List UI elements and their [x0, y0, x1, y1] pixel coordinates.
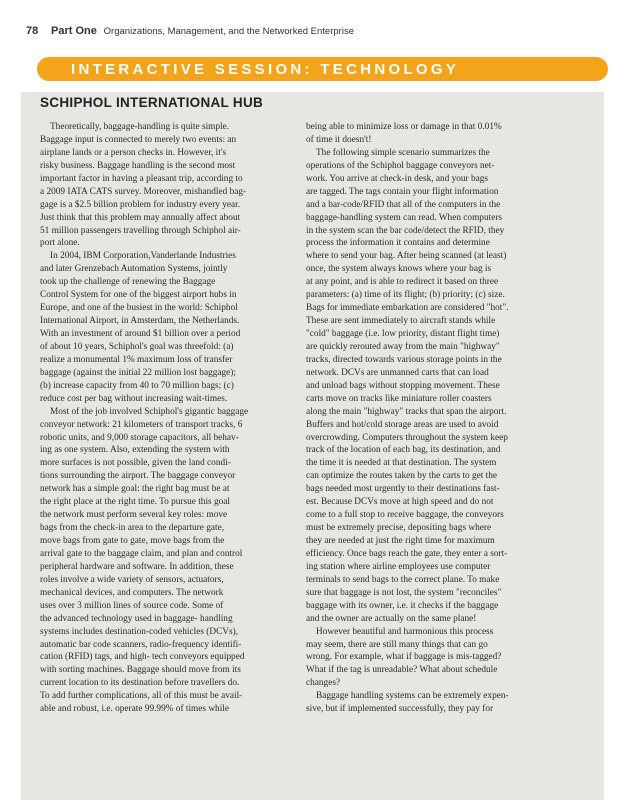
text-line: being able to minimize loss or damage in that 0.01%	[306, 122, 502, 132]
text-line: and a bar-code/RFID that all of the computers in the	[306, 199, 501, 210]
text-line: peripheral hardware and software. In addition, these	[40, 561, 234, 572]
text-line: come to a full stop to receive baggage, the conveyors	[306, 510, 504, 521]
text-line: process the information it contains and determine	[306, 238, 490, 249]
text-line: ing as one system. Also, extending the system with	[40, 445, 230, 456]
text-line: must be extremely precise, depositing bags where	[306, 523, 492, 534]
text-line: With an investment of around $1 billion over a period	[40, 329, 241, 339]
text-line: Baggage input is connected to merely two events: an	[40, 134, 237, 145]
text-line: Theoretically, baggage-handling is quite simple.	[50, 122, 230, 132]
text-line: conveyor network: 21 kilometers of transport tracks, 6	[40, 419, 243, 430]
text-line: port alone.	[40, 238, 80, 249]
text-line: important factor in having a pleasant trip, according to	[40, 173, 243, 184]
text-line: are quickly rerouted away from the main "highway"	[306, 341, 500, 352]
running-header	[26, 25, 354, 37]
text-line: reduce cost per bag without increasing wait-times.	[40, 393, 228, 404]
text-line: Just think that this problem may annually affect about	[40, 212, 241, 223]
text-line: current location to its destination before travellers do.	[40, 678, 240, 689]
text-line: baggage (against the initial 22 million lost baggage);	[40, 367, 236, 378]
text-line: more surfaces is not possible, given the land condi-	[40, 458, 231, 469]
text-line: Control System for one of the biggest airport hubs in	[40, 290, 237, 301]
text-line: Baggage handling systems can be extremely expen-	[316, 691, 509, 702]
page-number: 78	[26, 25, 39, 37]
text-line: realize a monumental 1% maximum loss of transfer	[40, 354, 233, 365]
text-line: These are sent immediately to aircraft stands while	[306, 316, 496, 327]
text-line: Bags for immediate embarkation are considered "hot".	[306, 303, 509, 314]
text-line: Buffers and hot/cold storage areas are used to avoid	[306, 419, 499, 430]
text-line: network. DCVs are unmanned carts that can load	[306, 367, 489, 378]
text-line: automatic bar code scanners, radio-frequency identifi-	[40, 639, 242, 650]
text-line: the advanced technology used in baggage- handling	[40, 613, 233, 624]
text-line: and the owner are actually on the same plane!	[306, 613, 477, 624]
text-line: International Airport, in Amsterdam, the Netherlands.	[40, 316, 240, 327]
text-line: tions surrounding the airport. The baggage conveyor	[40, 471, 236, 482]
text-line: efficiency. Once bags reach the gate, they enter a sort-	[306, 548, 508, 559]
text-line: track of the location of each bag, its destination, and	[306, 445, 501, 456]
text-line: may seem, there are still many things that can go	[306, 639, 488, 650]
text-line: terminals to send bags to the correct plane. To make	[306, 574, 500, 585]
part-subtitle: Organizations, Management, and the Networked Enterprise	[103, 26, 354, 37]
text-line: (b) increase capacity from 40 to 70 million bags; (c)	[40, 380, 234, 391]
part-label: Part One	[51, 25, 97, 37]
text-line: carts move on tracks like miniature roller coasters	[306, 393, 492, 404]
session-banner-label: INTERACTIVE SESSION: TECHNOLOGY	[71, 60, 460, 78]
text-line: However beautiful and harmonious this process	[316, 626, 494, 637]
text-line: systems includes destination-coded vehicles (DCVs),	[40, 626, 239, 637]
text-line: they are needed at just the right time for maximum	[306, 536, 495, 546]
text-line: network has a simple goal: the right bag must be at	[40, 484, 230, 495]
text-line: In 2004, IBM Corporation,Vanderlande Industries	[50, 251, 236, 262]
text-line: along the main "highway" tracks that span the airport.	[306, 406, 507, 417]
text-line: the right place at the right time. To pursue this goal	[40, 497, 230, 508]
text-line: airplane lands or a person checks in. However, it's	[40, 147, 227, 158]
text-line: The following simple scenario summarizes the	[316, 147, 490, 158]
text-line: the network must perform several key roles: move	[40, 510, 228, 521]
text-line: at any point, and is able to redirect it based on three	[306, 277, 499, 288]
article-column-left	[40, 121, 312, 716]
text-line: To add further complications, all of this must be avail-	[40, 691, 243, 702]
text-line: est. Because DCVs move at high speed and do not	[306, 497, 494, 508]
text-line: in the system scan the bar code/detect the RFID, they	[306, 225, 505, 236]
text-line: sure that baggage is not lost, the system "reconciles"	[306, 587, 502, 598]
text-line: can optimize the routes taken by the carts to get the	[306, 471, 498, 482]
text-line: of time it doesn't!	[306, 134, 372, 145]
text-line: What if the tag is unreadable? What about schedule	[306, 665, 498, 676]
text-line: where to send your bag. After being scanned (at least)	[306, 251, 507, 262]
article-title: SCHIPHOL INTERNATIONAL HUB	[40, 95, 264, 110]
text-line: baggage-handling system can read. When computers	[306, 212, 503, 223]
text-line: mechanical devices, and computers. The network	[40, 587, 224, 598]
text-line: uses over 3 million lines of source code. Some of	[40, 600, 224, 611]
text-line: gage is a $2.5 billion problem for industry every year.	[40, 199, 241, 210]
text-line: overcrowding. Computers throughout the system keep	[306, 432, 508, 443]
text-line: cation (RFID) tags, and high- tech conveyors equipped	[40, 652, 245, 663]
text-line: operations of the Schiphol baggage conveyors net-	[306, 160, 495, 171]
text-line: once, the system always knows where your bag is	[306, 264, 492, 275]
text-line: robotic units, and 9,000 storage capacitors, all behav-	[40, 432, 239, 443]
text-line: Europe, and one of the busiest in the world: Schiphol	[40, 303, 238, 314]
session-banner	[37, 57, 608, 81]
text-line: parameters: (a) time of its flight; (b) priority; (c) size.	[306, 290, 505, 301]
text-line: ing station where airline employees use computer	[306, 561, 491, 572]
text-line: baggage with its owner, i.e. it checks if the baggage	[306, 600, 499, 611]
text-line: with sorting machines. Baggage should move from its	[40, 665, 241, 676]
text-line: "cold" baggage (i.e. low priority, distant flight time)	[306, 329, 500, 339]
text-line: work. You arrive at check-in desk, and your bags	[306, 173, 489, 184]
text-line: 51 million passengers travelling through Schiphol air-	[40, 225, 241, 236]
text-line: and later Grenzebach Automation Systems, jointly	[40, 264, 228, 275]
text-line: of about 10 years, Schiphol's goal was threefold: (a)	[40, 341, 234, 352]
text-line: bags needed most urgently to their destinations fast-	[306, 484, 500, 495]
text-line: bags from the check-in area to the departure gate,	[40, 523, 225, 534]
text-line: able and robust, i.e. operate 99.99% of times while	[40, 704, 229, 715]
text-line: risky business. Baggage handling is the second most	[40, 160, 236, 171]
text-line: Most of the job involved Schiphol's gigantic baggage	[50, 406, 249, 417]
text-line: took up the challenge of renewing the Baggage	[40, 277, 216, 288]
text-line: and unload bags without stopping movement. These	[306, 380, 500, 391]
text-line: changes?	[306, 678, 341, 689]
text-line: arrival gate to the baggage claim, and plan and control	[40, 548, 243, 559]
text-line: wrong. For example, what if baggage is mis-tagged?	[306, 652, 502, 663]
text-line: tracks, directed towards various storage points in the	[306, 354, 502, 365]
text-line: are tagged. The tags contain your flight information	[306, 186, 499, 197]
text-line: roles involve a wide variety of sensors, actuators,	[40, 574, 224, 585]
text-line: move bags from gate to gate, move bags from the	[40, 536, 225, 546]
text-line: the time it is needed at that destination. The system	[306, 458, 497, 469]
text-line: sive, but if implemented successfully, they pay for	[306, 704, 494, 715]
text-line: a 2009 IATA CATS survey. Moreover, mishandled bag-	[40, 186, 247, 197]
article-column-right	[306, 121, 578, 716]
